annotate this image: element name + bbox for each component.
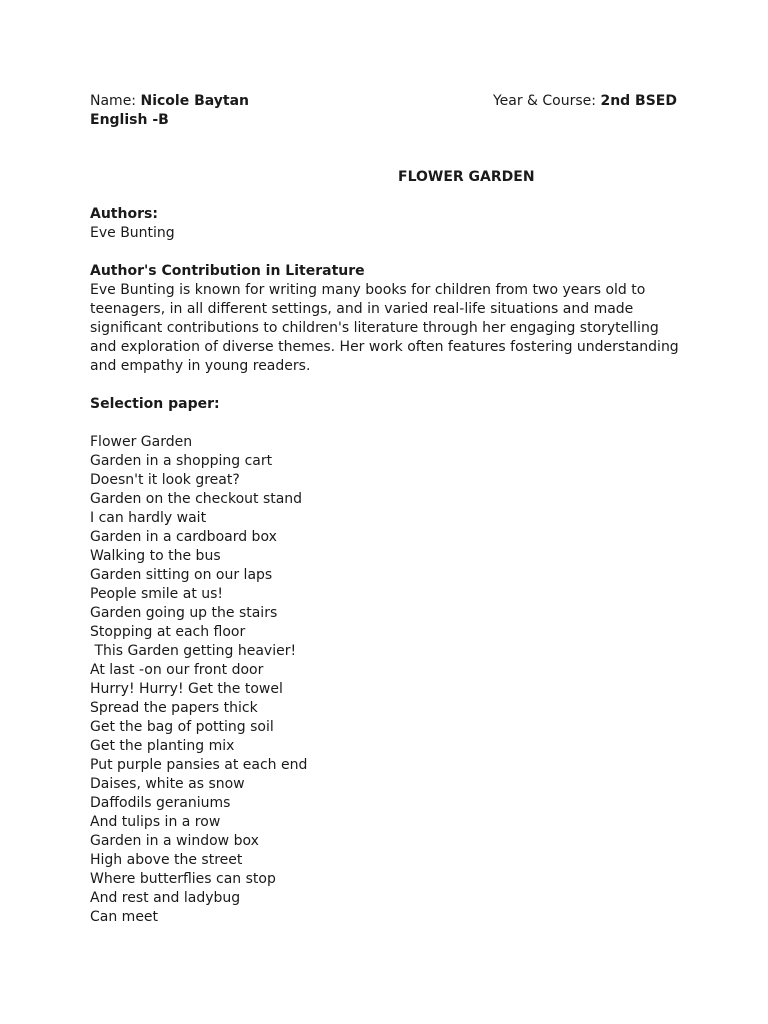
poem-line: Where butterflies can stop: [90, 871, 276, 887]
poem-line: High above the street: [90, 852, 243, 868]
poem-line: Stopping at each floor: [90, 624, 246, 640]
author-name: Eve Bunting: [90, 225, 175, 241]
document-title: FLOWER GARDEN: [398, 169, 535, 185]
poem-line: Walking to the bus: [90, 548, 221, 564]
poem-line: Garden going up the stairs: [90, 605, 278, 621]
poem-line: Garden in a shopping cart: [90, 453, 273, 469]
poem-line: And rest and ladybug: [90, 890, 241, 906]
name-value: Nicole Baytan: [140, 93, 250, 109]
header-row: [90, 91, 677, 111]
contribution-paragraph: Eve Bunting is known for writing many books for children from two years old to teenagers, in all different settings, and in varied real-life situations and made significant contributions to children's literature through her engaging storytelling and exploration of diverse themes. Her work often features fostering understanding and empathy in young readers.: [90, 282, 679, 374]
poem-line: Daises, white as snow: [90, 776, 245, 792]
poem-line: And tulips in a row: [90, 814, 221, 830]
poem-line: Flower Garden: [90, 434, 193, 450]
selection-heading: Selection paper:: [90, 396, 220, 412]
student-name: [90, 91, 249, 111]
authors-section: [90, 205, 690, 243]
name-label: Name:: [90, 93, 137, 109]
contribution-section: [90, 262, 690, 376]
poem-line: Can meet: [90, 909, 159, 925]
contribution-heading: Author's Contribution in Literature: [90, 263, 365, 279]
poem-line: Garden sitting on our laps: [90, 567, 273, 583]
poem-line: Spread the papers thick: [90, 700, 258, 716]
poem-line: At last -on our front door: [90, 662, 264, 678]
selection-section: [90, 395, 690, 414]
poem-line: Daffodils geraniums: [90, 795, 231, 811]
poem-line: Garden on the checkout stand: [90, 491, 303, 507]
poem-line: Doesn't it look great?: [90, 472, 240, 488]
poem-line: Hurry! Hurry! Get the towel: [90, 681, 283, 697]
poem-line: This Garden getting heavier!: [90, 643, 297, 659]
poem-line: Garden in a window box: [90, 833, 259, 849]
authors-heading: Authors:: [90, 206, 158, 222]
poem-line: Get the planting mix: [90, 738, 235, 754]
poem-line: Garden in a cardboard box: [90, 529, 277, 545]
poem-line: Get the bag of potting soil: [90, 719, 274, 735]
course-label: Year & Course:: [492, 93, 596, 109]
year-course: [493, 91, 677, 111]
class-section: English -B: [90, 112, 169, 128]
poem-line: I can hardly wait: [90, 510, 207, 526]
poem-line: People smile at us!: [90, 586, 224, 602]
course-value: 2nd BSED: [600, 93, 677, 109]
poem-line: Put purple pansies at each end: [90, 757, 308, 773]
poem-text: [90, 433, 690, 927]
